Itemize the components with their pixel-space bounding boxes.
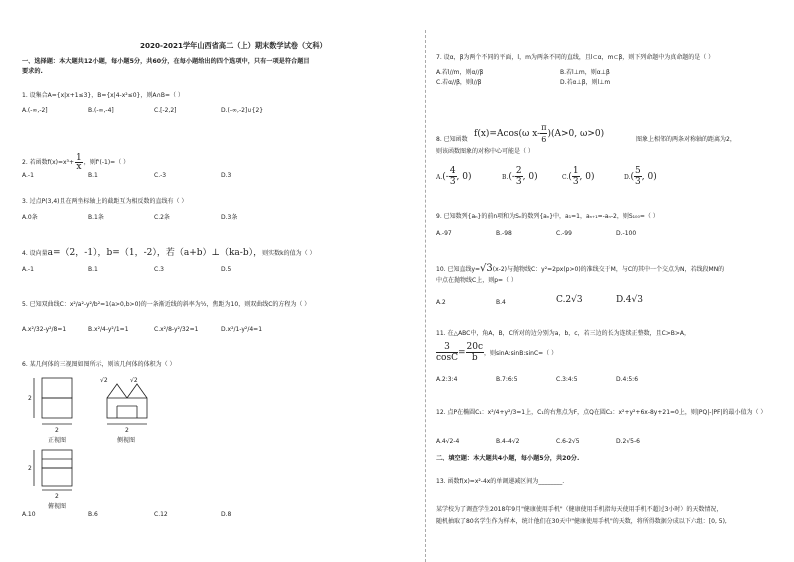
section-2-heading: 二、填空题：本大题共4小题，每小题5分，共20分.	[436, 455, 580, 462]
q6-option-d: D.8	[221, 511, 232, 518]
q8-option-b: B.(- $\frac{2}{3}$ , 0)	[502, 166, 538, 187]
q8-option-d-letter: D.	[624, 174, 631, 181]
q7-option-b: B.若l⊥m，则α⊥β	[560, 69, 610, 76]
q4-option-c: C.3	[154, 266, 164, 273]
q10-option-a: A.2	[436, 299, 446, 306]
q3-stem: 3. 过点P(3,4)且在两坐标轴上的截距互为相反数的直线有（ ）	[22, 198, 188, 205]
column-divider	[425, 30, 426, 562]
q2-option-a: A.-1	[22, 172, 34, 179]
section-1-heading: 一、选择题：本大题共12小题，每小题5分，共60分，在每小题给出的四个选项中，只有一项是符合题目	[22, 58, 310, 65]
q11-option-a: A.2:3:4	[436, 376, 458, 383]
q10-stem-a: 10. 已知直线y=	[436, 266, 481, 273]
q1-option-c: C.[-2,2]	[154, 107, 177, 114]
q8-func-a: f(x)=Acos(ω x-	[474, 129, 541, 139]
q6-option-a: A.10	[22, 511, 36, 518]
q1-option-b: B.(-∞,-4]	[88, 107, 114, 114]
q11-option-b: B.7:6:5	[496, 376, 518, 383]
q9-stem: 9. 已知数列{aₙ}的前n项和为Sₙ的数列{aₙ}中，a₁=1，aₙ₊₁=-aₙ-2，则S₁₀₀=（ ）	[436, 213, 659, 220]
q4-condition: 若（a+b）⊥（ka-b），	[165, 248, 263, 258]
q6-option-b: B.6	[88, 511, 98, 518]
front-view-width-label: 2	[55, 427, 59, 434]
q7-option-a: A.若l//m，则α//β	[436, 69, 484, 76]
q7-option-d: D.若α⊥β，则l⊥m	[560, 79, 611, 86]
q11-option-c: C.3:4:5	[556, 376, 578, 383]
q2-frac-num: 1	[76, 153, 82, 163]
q5-option-d: D.x²/1-y²/4=1	[221, 326, 263, 333]
q1-stem: 1. 设集合A={x|x+1≤3}，B={x|4-x²≤0}，则A∩B=（ ）	[22, 92, 184, 99]
q3-option-a: A.0条	[22, 214, 38, 221]
q12-option-a: A.4√2-4	[436, 438, 460, 445]
q11-frac-1-den: cosC	[436, 353, 458, 363]
q9-option-a: A.-97	[436, 230, 452, 237]
section-1-heading-cont: 要求的.	[22, 68, 43, 75]
q12-option-c: C.6-2√5	[556, 438, 580, 445]
q2-stem	[22, 154, 129, 171]
q4-option-a: A.-1	[22, 266, 34, 273]
q11-frac-1-num: 3	[436, 342, 458, 353]
side-view	[100, 377, 147, 444]
q5-option-a: A.x²/32-y²/8=1	[22, 326, 67, 333]
q2-stem-a: 2. 若函数f(x)=x³+	[22, 159, 74, 166]
q11-frac-2-num: 20c	[466, 342, 484, 352]
q7-stem: 7. 设α，β为两个不同的平面，l，m为两条不同的直线，且l⊂α，m⊂β，则下列命题中为真命题的是（ ）	[436, 54, 715, 61]
side-view-label: 侧视图	[117, 437, 136, 444]
q2-option-b: B.1	[88, 172, 98, 179]
q8-option-c-letter: C.	[562, 174, 569, 181]
q8-func-b: )(A>0, ω>0)	[547, 129, 605, 139]
q4-option-b: B.1	[88, 266, 98, 273]
q2-frac-den: x	[76, 162, 82, 172]
front-view-height-label: 2	[28, 395, 32, 402]
q11-stem: 11. 在△ABC中，角A，B，C所对的边分别为a，b，c，若三边的长为连续正整数，且C>B>A，	[436, 330, 691, 337]
q8-option-c-frac	[572, 166, 580, 187]
q4-stem-a: 4. 设向量	[22, 250, 48, 257]
q8-frac-num: π	[541, 123, 547, 132]
q4-stem-b: 则实数k的值为（ ）	[262, 250, 316, 257]
q6-stem: 6. 某几何体的三视图如图所示，则该几何体的体积为（ ）	[22, 361, 176, 368]
q8-frac-den: 6	[541, 135, 547, 144]
q10-option-c: C.2√3	[556, 295, 583, 305]
q8-function	[474, 122, 604, 145]
q10-option-b: B.4	[496, 299, 506, 306]
q9-option-d: D.-100	[616, 230, 637, 237]
q9-option-b: B.-98	[496, 230, 512, 237]
q1-option-a: A.(-∞,-2]	[22, 107, 48, 114]
q4-stem	[22, 249, 316, 258]
q11-option-d: D.4:5:6	[616, 376, 639, 383]
q8-option-d-frac	[634, 166, 642, 187]
q8-stem-a: 8. 已知函数	[436, 136, 468, 143]
q5-option-c: C.x²/8-y²/32=1	[154, 326, 199, 333]
q5-stem: 5. 已知双曲线C：x²/a²-y²/b²=1(a>0,b>0)的一条渐近线的斜率为½，焦距为10，则双曲线C的方程为（ ）	[22, 301, 311, 308]
q8-option-d: D.( $\frac{5}{3}$ , 0)	[624, 166, 657, 187]
side-view-sqrt2-right: √2	[130, 377, 138, 384]
q8-option-a: A.(- $\frac{4}{3}$ , 0)	[436, 166, 472, 187]
q10-stem-b: (x-2)与抛物线C：y²=2px(p>0)的准线交于M，与C的其中一个交点为N，若线段MN的	[492, 266, 725, 273]
top-view-width-label: 2	[55, 493, 59, 500]
q5-option-b: B.x²/4-y²/1=1	[88, 326, 129, 333]
q3-option-d: D.3条	[221, 214, 238, 221]
q8-option-d-num: 5	[635, 166, 641, 176]
q4-vector-a: a=（2，-1），	[47, 248, 107, 258]
q10-sqrt3: √3	[480, 263, 493, 274]
top-view-height-label: 2	[28, 465, 32, 472]
q8-option-c-den: 3	[572, 177, 579, 187]
q4-option-d: D.5	[221, 266, 232, 273]
q8-stem-b: 图象上相邻的两条对称轴的距离为2，	[636, 136, 736, 143]
q8-option-a-den: 3	[449, 177, 456, 187]
three-view-figure	[22, 370, 222, 510]
q12-stem	[436, 409, 774, 417]
q12-option-b: B.4-4√2	[496, 438, 520, 445]
q8-option-d-den: 3	[635, 177, 641, 187]
q10-stem-c: 中点在抛物线C上，则p=（ ）	[436, 277, 517, 284]
front-view-label: 正视图	[48, 437, 67, 444]
q8-option-b-letter: B.	[502, 174, 509, 181]
front-view	[28, 378, 72, 444]
exam-title: 2020-2021学年山西省高二（上）期末数学试卷（文科）	[140, 41, 327, 50]
top-view	[28, 450, 72, 510]
q6-option-c: C.12	[154, 511, 168, 518]
q11-stem-b: ，则sinA:sinB:sinC=（ ）	[484, 350, 558, 357]
q11-equals: =	[457, 348, 466, 358]
q8-option-c: C.( $\frac{1}{3}$ , 0)	[562, 166, 595, 187]
q13-stem: 13. 函数f(x)=x²-4x的单调递减区间为________.	[436, 478, 565, 485]
q3-option-c: C.2条	[154, 214, 170, 221]
q8-option-b-den: 3	[515, 177, 522, 187]
q8-option-b-frac	[515, 166, 523, 187]
q14-line-1: 某学校为了调查学生2018年9月"健康使用手机"（健康使用手机指每天使用手机不超过3小时）的天数情况，	[436, 506, 723, 513]
q9-option-c: C.-99	[556, 230, 572, 237]
q3-option-b: B.1条	[88, 214, 104, 221]
q14-line-2: 随机抽取了80名学生作为样本，统计他们在30天中"健康使用手机"的天数，将所得数据分成以下六组：[0, 5),	[436, 518, 727, 525]
q4-vector-b: b=（1，-2），	[106, 248, 166, 258]
q12-stem-text: 12. 点P在椭圆C₁：x²/4+y²/3=1上，C₁的右焦点为F，点Q在圆C₂：x²+y²+6x-8y+21=0上，则|PQ|-|PF|的最小值为（ ）	[436, 409, 767, 416]
q8-option-a-num: 4	[449, 166, 456, 176]
q11-frac-2-den: b	[471, 353, 478, 363]
q10-stem	[436, 265, 724, 274]
side-view-sqrt2-left: √2	[100, 377, 108, 384]
q11-equation	[436, 342, 557, 363]
q10-option-d: D.4√3	[616, 295, 643, 305]
q11-frac-1	[436, 342, 458, 363]
side-view-width-label: 2	[125, 427, 129, 434]
q12-option-d: D.2√5-6	[616, 438, 640, 445]
q2-fraction	[75, 154, 83, 171]
q8-option-c-num: 1	[572, 166, 579, 176]
q2-option-c: C.-3	[154, 172, 167, 179]
q2-option-d: D.3	[221, 172, 232, 179]
q7-option-c: C.若α//β，则l//β	[436, 79, 482, 86]
top-view-label: 俯视图	[48, 503, 67, 510]
q11-frac-2	[466, 342, 485, 363]
q8-option-a-frac	[449, 166, 457, 187]
q8-stem-c: 则该函数图象的对称中心可能是（ ）	[436, 148, 534, 155]
q8-option-b-num: 2	[515, 166, 522, 176]
q8-option-a-letter: A.	[436, 174, 443, 181]
q1-option-d: D.(-∞,-2]∪{2}	[221, 107, 264, 114]
q2-stem-b: ，则f'(-1)=（ ）	[83, 159, 130, 166]
